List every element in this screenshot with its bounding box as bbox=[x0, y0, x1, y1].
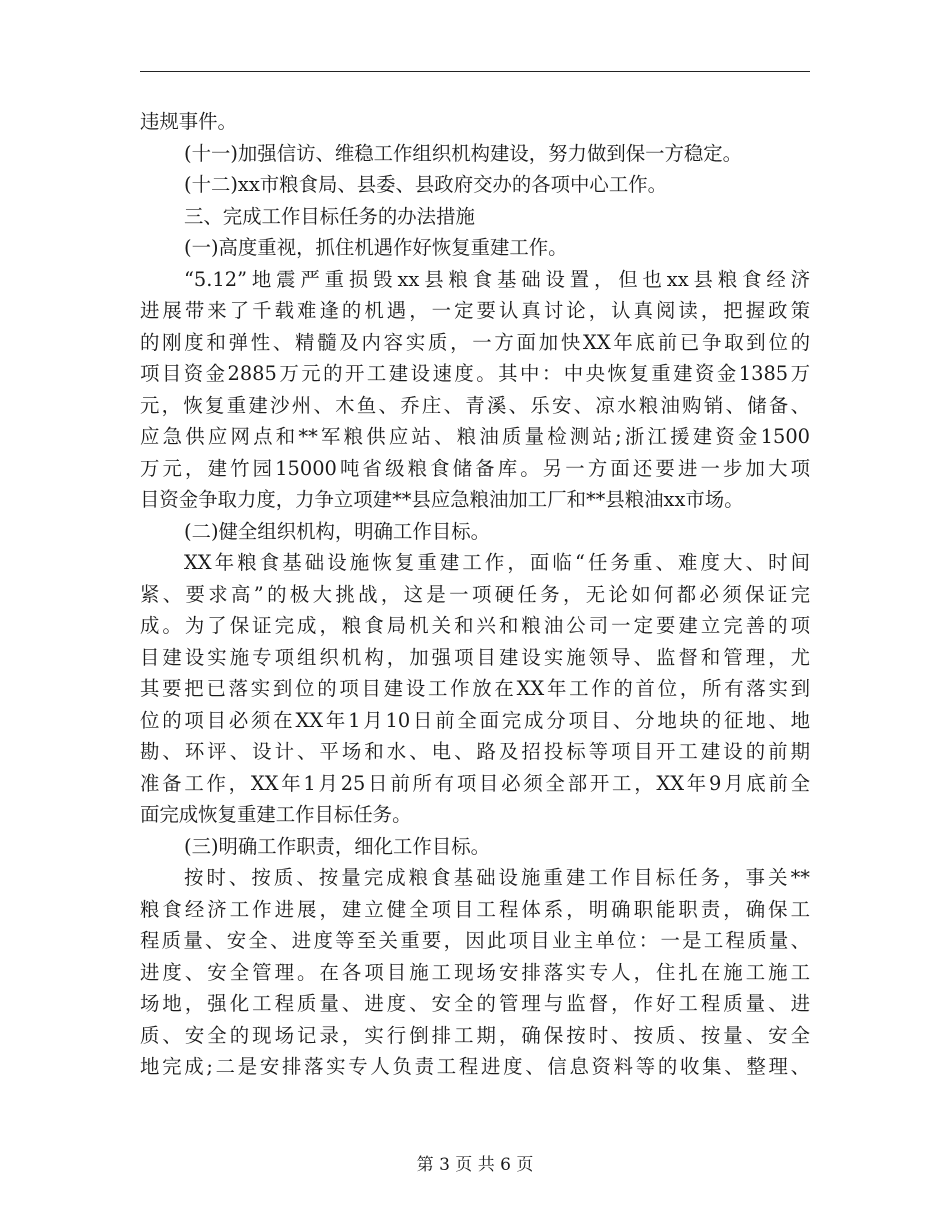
text-line: 的刚度和弹性、精髓及内容实质，一方面加快XX年底前已争取到位的 bbox=[140, 330, 810, 354]
text-line: 粮食经济工作进展，建立健全项目工程体系，明确职能职责，确保工 bbox=[140, 897, 810, 921]
text-line: 目建设实施专项组织机构，加强项目建设实施领导、监督和管理，尤 bbox=[140, 645, 810, 669]
page-number-footer: 第 3 页 共 6 页 bbox=[416, 1155, 534, 1175]
header-rule bbox=[140, 71, 810, 72]
text-line: 地完成;二是安排落实专人负责工程进度、信息资料等的收集、整理、 bbox=[140, 1055, 810, 1078]
text-line: 元，恢复重建沙州、木鱼、乔庄、青溪、乐安、凉水粮油购销、储备、 bbox=[140, 393, 810, 417]
text-line: (三)明确工作职责，细化工作目标。 bbox=[184, 834, 490, 858]
text-line: 程质量、安全、进度等至关重要，因此项目业主单位：一是工程质量、 bbox=[140, 929, 810, 952]
text-line: 场地，强化工程质量、进度、安全的管理与监督，作好工程质量、进 bbox=[140, 992, 810, 1015]
text-line: 项目资金2885万元的开工建设速度。其中：中央恢复重建资金1385万 bbox=[140, 362, 810, 385]
text-line: 准备工作，XX年1月25日前所有项目必须全部开工，XX年9月底前全 bbox=[140, 771, 810, 795]
text-line: 按时、按质、按量完成粮食基础设施重建工作目标任务，事关** bbox=[184, 866, 810, 889]
text-line: 进度、安全管理。在各项目施工现场安排落实专人，住扎在施工施工 bbox=[140, 960, 810, 984]
text-line: 质、安全的现场记录，实行倒排工期，确保按时、按质、按量、安全 bbox=[140, 1023, 810, 1047]
text-line: 勘、环评、设计、平场和水、电、路及招投标等项目开工建设的前期 bbox=[140, 740, 810, 763]
text-line: (十二)xx市粮食局、县委、县政府交办的各项中心工作。 bbox=[184, 173, 667, 196]
text-line: 违规事件。 bbox=[140, 110, 237, 133]
text-line: 三、完成工作目标任务的办法措施 bbox=[184, 204, 475, 228]
text-line: 进展带来了千载难逢的机遇，一定要认真讨论，认真阅读，把握政策 bbox=[140, 299, 810, 322]
text-line: 面完成恢复重建工作目标任务。 bbox=[140, 803, 412, 826]
text-line: 万元，建竹园15000吨省级粮食储备库。另一方面还要进一步加大项 bbox=[140, 456, 810, 480]
text-line: (一)高度重视，抓住机遇作好恢复重建工作。 bbox=[184, 236, 568, 259]
text-line: 其要把已落实到位的项目建设工作放在XX年工作的首位，所有落实到 bbox=[140, 677, 810, 700]
text-line: 目资金争取力度，力争立项建**县应急粮油加工厂和**县粮油xx市场。 bbox=[140, 488, 744, 511]
document-body bbox=[140, 106, 810, 1083]
text-line: “5.12”地震严重损毁xx县粮食基础设置，但也xx县粮食经济 bbox=[184, 267, 810, 291]
text-line: (二)健全组织机构，明确工作目标。 bbox=[184, 519, 490, 543]
text-line: 成。为了保证完成，粮食局机关和兴和粮油公司一定要建立完善的项 bbox=[140, 614, 810, 637]
text-line: 位的项目必须在XX年1月10日前全面完成分项目、分地块的征地、地 bbox=[140, 708, 810, 732]
text-line: XX年粮食基础设施恢复重建工作，面临“任务重、难度大、时间 bbox=[184, 551, 810, 574]
text-line: (十一)加强信访、维稳工作组织机构建设，努力做到保一方稳定。 bbox=[184, 141, 743, 165]
text-line: 紧、要求高”的极大挑战，这是一项硬任务，无论如何都必须保证完 bbox=[140, 582, 810, 606]
text-line: 应急供应网点和**军粮供应站、粮油质量检测站;浙江援建资金1500 bbox=[140, 425, 810, 448]
